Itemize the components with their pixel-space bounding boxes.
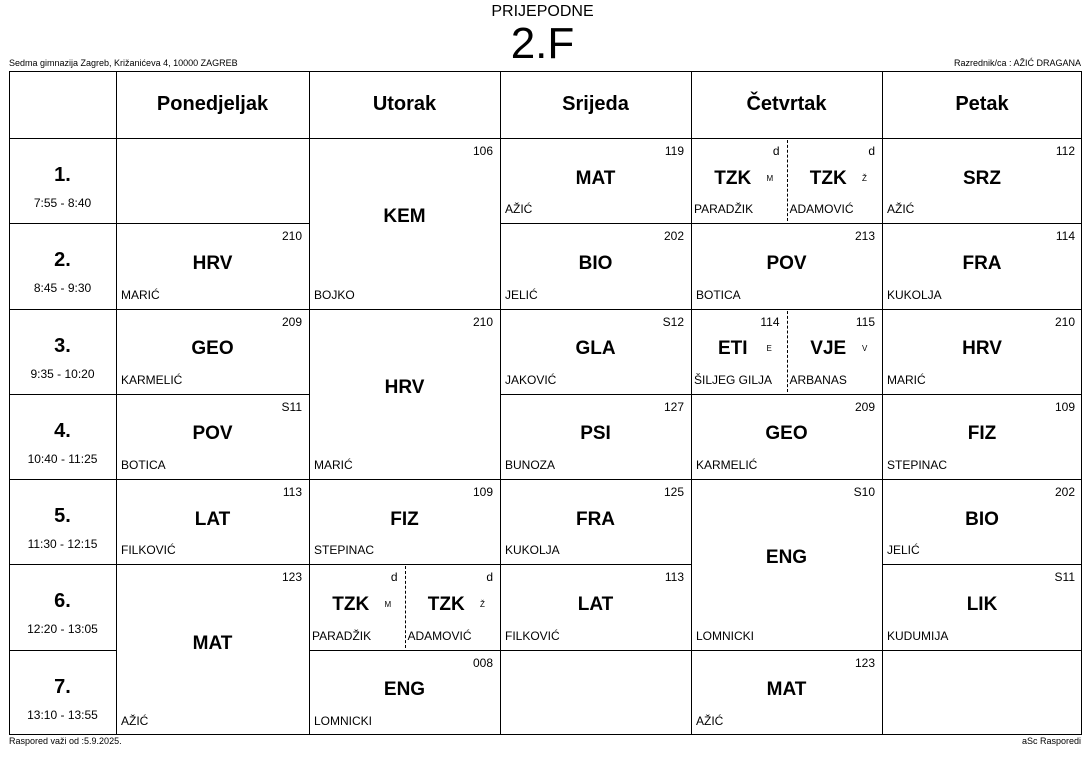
teacher-name: JAKOVIĆ xyxy=(505,372,557,387)
period-number: 2. xyxy=(54,249,71,272)
teacher-name: LOMNICKI xyxy=(696,628,755,643)
teacher-name: STEPINAC xyxy=(887,458,948,473)
grid-line xyxy=(882,309,1082,310)
day-header-5: Petak xyxy=(955,93,1009,115)
grid-line xyxy=(500,309,691,310)
room-number: 127 xyxy=(663,399,684,414)
grid-line xyxy=(309,71,310,735)
grid-line xyxy=(116,564,309,565)
room-number: d xyxy=(390,570,398,585)
shift-label: PRIJEPODNE xyxy=(491,3,594,20)
grid-line xyxy=(500,223,691,224)
period-time: 11:30 - 12:15 xyxy=(27,537,98,552)
teacher-name: JELIĆ xyxy=(887,543,920,558)
group-label: Ž xyxy=(480,600,485,610)
room-number: S12 xyxy=(662,314,684,329)
teacher-name: KARMELIĆ xyxy=(696,458,758,473)
subject-code: ETI xyxy=(717,338,748,360)
room-number: 114 xyxy=(1055,229,1075,244)
timetable-grid xyxy=(9,71,1082,735)
room-number: 115 xyxy=(855,314,875,329)
class-teacher: Razrednik/ca : AŽIĆ DRAGANA xyxy=(953,58,1081,68)
teacher-name: MARIĆ xyxy=(314,458,353,473)
teacher-name: AŽIĆ xyxy=(121,713,149,728)
teacher-name: AŽIĆ xyxy=(696,713,724,728)
subject-code: MAT xyxy=(766,679,807,701)
subject-code: GEO xyxy=(765,423,808,445)
grid-line xyxy=(9,71,1082,72)
grid-line xyxy=(309,309,500,310)
grid-line xyxy=(691,479,882,480)
room-number: 109 xyxy=(472,485,493,500)
period-time: 8:45 - 9:30 xyxy=(33,281,92,296)
period-time: 13:10 - 13:55 xyxy=(27,707,98,722)
teacher-name: PARADŽIK xyxy=(312,628,372,643)
room-number: 112 xyxy=(1055,144,1075,158)
day-header-1: Ponedjeljak xyxy=(156,93,269,115)
period-number: 7. xyxy=(54,675,71,698)
room-number: d xyxy=(772,144,780,158)
room-number: 123 xyxy=(281,570,302,585)
room-number: 119 xyxy=(664,144,684,158)
day-header-3: Srijeda xyxy=(562,93,629,115)
grid-line xyxy=(9,650,116,651)
room-number: 125 xyxy=(663,485,684,500)
period-number: 4. xyxy=(54,419,71,442)
subject-code: POV xyxy=(766,252,807,274)
grid-line xyxy=(9,223,116,224)
period-time: 10:40 - 11:25 xyxy=(27,451,98,466)
grid-line xyxy=(309,564,500,565)
grid-line xyxy=(882,650,1082,651)
valid-from: Raspored važi od :5.9.2025. xyxy=(9,736,122,746)
grid-line xyxy=(9,394,116,395)
grid-line xyxy=(9,479,116,480)
subject-code: LIK xyxy=(966,594,998,616)
subject-code: FIZ xyxy=(390,508,419,530)
teacher-name: KARMELIĆ xyxy=(121,372,183,387)
teacher-name: LOMNICKI xyxy=(314,713,373,728)
teacher-name: MARIĆ xyxy=(887,372,926,387)
subject-code: LAT xyxy=(577,594,614,616)
grid-line xyxy=(9,734,1082,735)
subject-code: MAT xyxy=(575,167,616,189)
room-number: 202 xyxy=(1054,485,1075,500)
period-time: 12:20 - 13:05 xyxy=(27,622,98,637)
grid-line xyxy=(691,394,882,395)
subject-code: FRA xyxy=(962,252,1002,274)
room-number: 123 xyxy=(854,655,875,670)
subject-code: GLA xyxy=(575,338,616,360)
room-number: 210 xyxy=(1054,314,1075,329)
grid-line xyxy=(500,564,691,565)
teacher-name: KUKOLJA xyxy=(887,287,942,302)
room-number: S10 xyxy=(853,485,875,500)
group-label: M xyxy=(766,173,774,183)
room-number: 210 xyxy=(472,314,493,329)
subject-code: HRV xyxy=(192,252,233,274)
subject-code: BIO xyxy=(965,508,999,530)
subject-code: BIO xyxy=(578,252,613,274)
school-address: Sedma gimnazija Zagreb, Križanićeva 4, 10000 ZAGREB xyxy=(9,58,238,68)
teacher-name: KUDUMIJA xyxy=(887,628,949,643)
group-label: Ž xyxy=(862,173,867,183)
grid-line xyxy=(691,650,882,651)
software-credit: aSc Rasporedi xyxy=(1021,736,1081,746)
teacher-name: FILKOVIĆ xyxy=(505,628,560,643)
grid-line xyxy=(116,309,309,310)
day-header-4: Četvrtak xyxy=(746,93,827,115)
subject-code: POV xyxy=(192,423,233,445)
period-number: 5. xyxy=(54,505,71,528)
group-label: E xyxy=(766,344,772,354)
teacher-name: BOTICA xyxy=(121,458,166,473)
grid-line xyxy=(309,479,500,480)
teacher-name: STEPINAC xyxy=(314,543,375,558)
period-time: 7:55 - 8:40 xyxy=(33,196,92,210)
grid-line xyxy=(500,479,691,480)
room-number: 209 xyxy=(854,399,875,414)
teacher-name: KUKOLJA xyxy=(505,543,560,558)
subject-code: KEM xyxy=(383,206,426,228)
period-number: 3. xyxy=(54,334,71,357)
subject-code: FIZ xyxy=(967,423,997,445)
grid-line xyxy=(691,223,882,224)
subject-code: TZK xyxy=(714,167,752,189)
period-number: 6. xyxy=(54,590,71,613)
subject-code: HRV xyxy=(384,376,425,398)
teacher-name: ADAMOVIĆ xyxy=(407,628,472,643)
room-number: 209 xyxy=(281,314,302,329)
grid-line xyxy=(116,223,309,224)
teacher-name: BOTICA xyxy=(696,287,741,302)
room-number: 109 xyxy=(1054,399,1075,414)
teacher-name: MARIĆ xyxy=(121,287,160,302)
room-number: 210 xyxy=(281,229,302,244)
period-time: 9:35 - 10:20 xyxy=(30,366,95,381)
subject-code: GEO xyxy=(191,338,234,360)
subject-code: MAT xyxy=(192,632,233,654)
subject-code: VJE xyxy=(810,338,847,360)
room-number: 114 xyxy=(760,314,780,329)
grid-line xyxy=(500,394,691,395)
group-label: V xyxy=(862,344,868,354)
subject-code: LAT xyxy=(194,508,231,530)
room-number: 213 xyxy=(854,229,875,244)
room-number: 113 xyxy=(282,485,302,500)
teacher-name: BUNOZA xyxy=(505,458,556,473)
room-number: S11 xyxy=(281,399,302,414)
subject-code: PSI xyxy=(580,423,611,445)
subject-code: SRZ xyxy=(963,167,1001,189)
room-number: 202 xyxy=(663,229,684,244)
grid-line xyxy=(500,650,691,651)
subject-code: TZK xyxy=(332,594,370,616)
subject-code: FRA xyxy=(575,508,616,530)
subject-code: ENG xyxy=(383,679,426,701)
grid-line xyxy=(882,223,1082,224)
period-number: 1. xyxy=(54,164,71,186)
group-label: M xyxy=(384,600,392,610)
teacher-name: BOJKO xyxy=(314,287,355,302)
class-name: 2.F xyxy=(510,19,575,68)
subject-code: ENG xyxy=(765,547,808,569)
teacher-name: ADAMOVIĆ xyxy=(789,202,854,217)
grid-line xyxy=(9,564,116,565)
room-number: 008 xyxy=(472,655,493,670)
teacher-name: JELIĆ xyxy=(505,287,538,302)
grid-line xyxy=(9,309,116,310)
subject-code: HRV xyxy=(962,338,1002,360)
teacher-name: ARBANAS xyxy=(789,372,847,387)
grid-line xyxy=(882,394,1082,395)
teacher-name: ŠILJEG GILJA xyxy=(694,372,773,387)
grid-line xyxy=(116,394,309,395)
subject-code: TZK xyxy=(809,167,847,189)
teacher-name: FILKOVIĆ xyxy=(121,543,176,558)
grid-line xyxy=(882,564,1082,565)
teacher-name: PARADŽIK xyxy=(694,202,754,217)
room-number: d xyxy=(868,144,875,158)
grid-line xyxy=(691,309,882,310)
grid-line xyxy=(882,479,1082,480)
day-header-2: Utorak xyxy=(372,93,437,115)
grid-line xyxy=(9,138,1082,139)
teacher-name: AŽIĆ xyxy=(505,202,533,217)
grid-line xyxy=(116,479,309,480)
room-number: d xyxy=(486,570,493,585)
subject-code: TZK xyxy=(427,594,465,616)
room-number: 113 xyxy=(664,570,684,585)
grid-line xyxy=(309,650,500,651)
room-number: 106 xyxy=(472,144,493,158)
room-number: S11 xyxy=(1054,570,1075,585)
teacher-name: AŽIĆ xyxy=(887,202,915,217)
